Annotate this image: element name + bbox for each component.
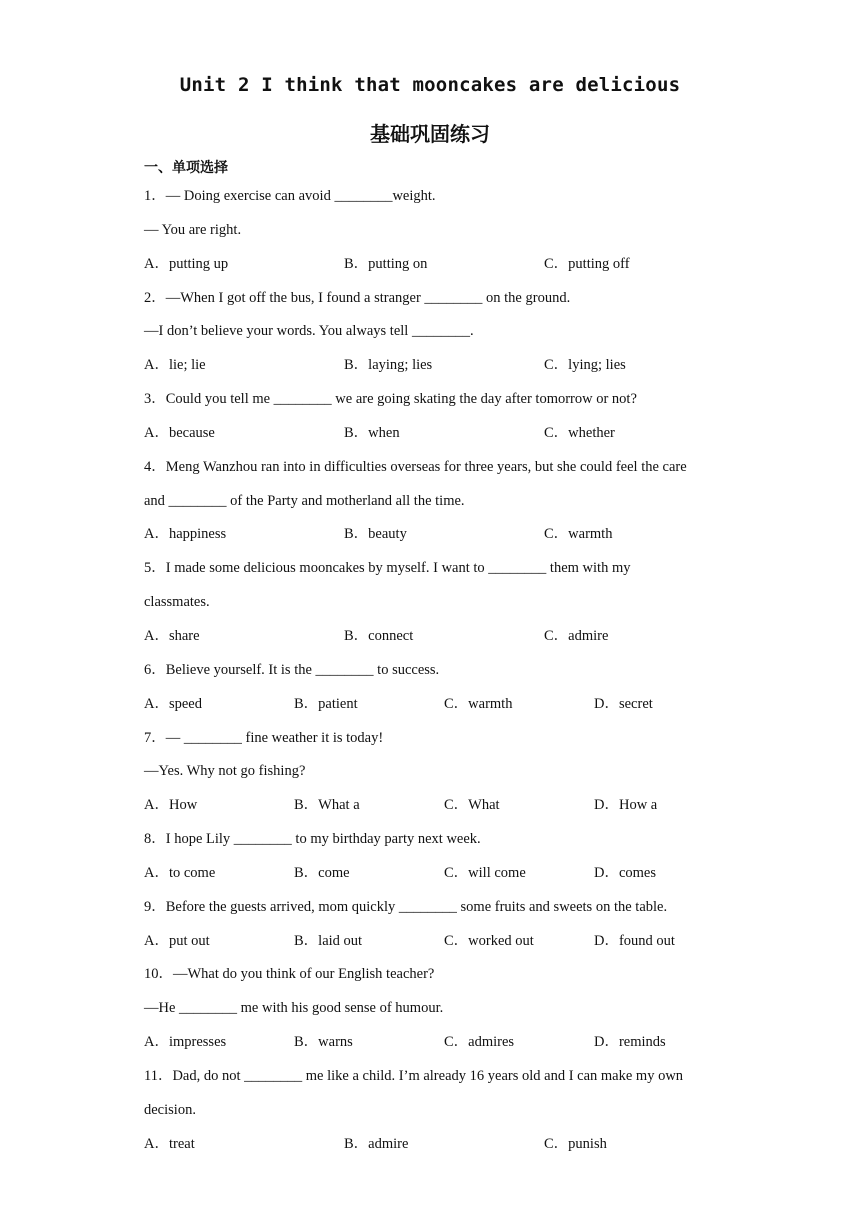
option-c[interactable]: C．lying; lies (544, 357, 626, 374)
options-row (144, 925, 724, 959)
question-stem: 4．Meng Wanzhou ran into in difficulties overseas for three years, but she could feel the care (144, 458, 687, 475)
question-item (144, 722, 724, 824)
question-stem: 7．— ________ fine weather it is today! (144, 729, 384, 746)
question-stem: 6．Believe yourself. It is the ________ to success. (144, 661, 440, 678)
option-b[interactable]: B．laying; lies (344, 357, 433, 374)
option-a[interactable]: A．to come (144, 864, 216, 881)
question-item (144, 891, 724, 959)
options-row (144, 620, 724, 654)
option-a[interactable]: A．putting up (144, 255, 229, 272)
document-subtitle: 基础巩固练习 (370, 122, 490, 146)
option-c[interactable]: C．punish (544, 1135, 607, 1152)
option-b[interactable]: B．putting on (344, 255, 428, 272)
option-c[interactable]: C．admires (444, 1034, 515, 1051)
option-a[interactable]: A．put out (144, 932, 210, 949)
question-stem: 9．Before the guests arrived, mom quickly ________ some fruits and sweets on the table. (144, 898, 668, 915)
options-row (144, 857, 724, 891)
question-item (144, 451, 724, 553)
option-d[interactable]: D．secret (594, 695, 653, 712)
option-d[interactable]: D．How a (594, 797, 658, 814)
question-item (144, 1060, 724, 1162)
option-c[interactable]: C．putting off (544, 255, 630, 272)
option-a[interactable]: A．impresses (144, 1034, 227, 1051)
question-item (144, 180, 724, 282)
option-b[interactable]: B．connect (344, 627, 414, 644)
options-row (144, 789, 724, 823)
option-b[interactable]: B．admire (344, 1135, 409, 1152)
option-a[interactable]: A．share (144, 627, 200, 644)
option-b[interactable]: B．patient (294, 695, 358, 712)
document-title: Unit 2 I think that mooncakes are delicious (179, 74, 681, 96)
option-b[interactable]: B．warns (294, 1034, 353, 1051)
question-item (144, 958, 724, 1060)
question-line: classmates. (144, 594, 210, 611)
option-c[interactable]: C．admire (544, 627, 609, 644)
question-line: —I don’t believe your words. You always tell ________. (144, 323, 474, 340)
option-b[interactable]: B．when (344, 424, 400, 441)
section-heading: 一、单项选择 (144, 160, 228, 176)
option-c[interactable]: C．worked out (444, 932, 534, 949)
option-b[interactable]: B．come (294, 864, 350, 881)
question-line: — You are right. (144, 221, 242, 238)
question-line: —Yes. Why not go fishing? (144, 763, 306, 780)
option-a[interactable]: A．lie; lie (144, 357, 206, 374)
question-stem: 1．— Doing exercise can avoid ________weight. (144, 188, 436, 204)
options-row (144, 1128, 724, 1162)
options-row (144, 248, 724, 282)
option-d[interactable]: D．comes (594, 864, 657, 881)
question-item (144, 654, 724, 722)
question-stem: 2．—When I got off the bus, I found a stranger ________ on the ground. (144, 289, 571, 306)
option-d[interactable]: D．found out (594, 932, 675, 949)
options-row (144, 688, 724, 722)
option-c[interactable]: C．What (444, 797, 500, 814)
question-stem: 11．Dad, do not ________ me like a child. I’m already 16 years old and I can make my own (144, 1067, 684, 1084)
question-item (144, 552, 724, 654)
option-a[interactable]: A．How (144, 797, 198, 814)
option-b[interactable]: B．What a (294, 797, 360, 814)
question-item (144, 823, 724, 891)
options-row (144, 417, 724, 451)
question-stem: 3．Could you tell me ________ we are going skating the day after tomorrow or not? (144, 391, 637, 408)
question-stem: 8．I hope Lily ________ to my birthday party next week. (144, 831, 481, 848)
question-stem: 5．I made some delicious mooncakes by myself. I want to ________ them with my (144, 560, 631, 577)
option-a[interactable]: A．happiness (144, 526, 227, 543)
question-item (144, 383, 724, 451)
question-stem: 10．—What do you think of our English teacher? (144, 966, 435, 983)
options-row (144, 349, 724, 383)
option-b[interactable]: B．beauty (344, 526, 407, 543)
question-line: and ________ of the Party and motherland all the time. (144, 492, 465, 509)
option-c[interactable]: C．will come (444, 864, 526, 881)
question-line: decision. (144, 1101, 196, 1118)
option-a[interactable]: A．treat (144, 1135, 195, 1152)
option-b[interactable]: B．laid out (294, 932, 363, 949)
option-d[interactable]: D．reminds (594, 1034, 666, 1051)
question-line: —He ________ me with his good sense of humour. (144, 1000, 444, 1017)
options-row (144, 518, 724, 552)
options-row (144, 1026, 724, 1060)
option-a[interactable]: A．because (144, 424, 215, 441)
question-item (144, 282, 724, 384)
option-a[interactable]: A．speed (144, 695, 202, 712)
option-c[interactable]: C．warmth (444, 695, 513, 712)
option-c[interactable]: C．warmth (544, 526, 613, 543)
question-list (144, 180, 724, 1161)
option-c[interactable]: C．whether (544, 424, 615, 441)
